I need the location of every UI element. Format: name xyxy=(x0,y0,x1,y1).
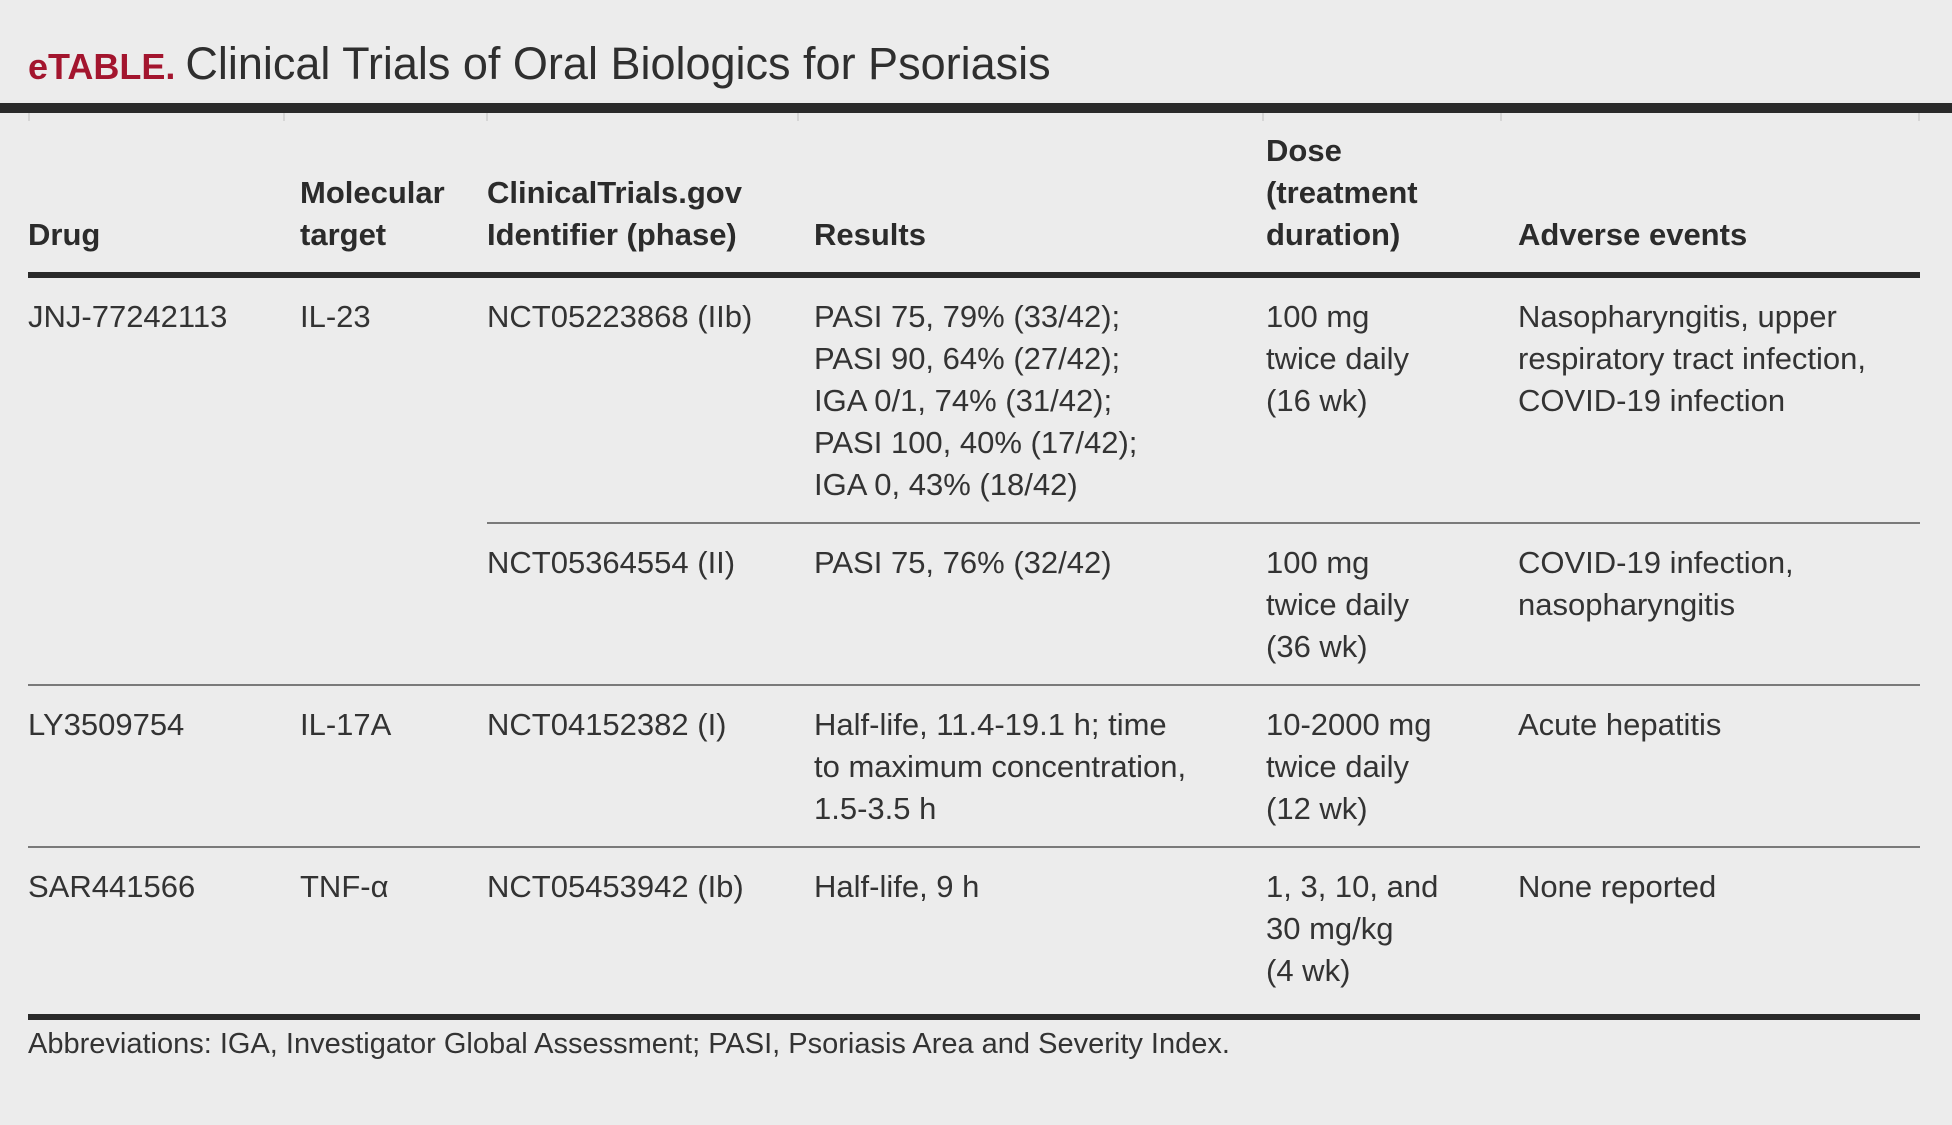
identifier-cell: NCT05364554 (II) xyxy=(487,523,814,685)
drug-cell: JNJ-77242113 xyxy=(28,275,300,685)
header-results: Results xyxy=(814,130,1266,275)
dose-cell: 100 mg twice daily (36 wk) xyxy=(1266,523,1518,685)
drug-cell: SAR441566 xyxy=(28,847,300,1017)
target-cell: IL-17A xyxy=(300,685,487,847)
dose-cell: 100 mg twice daily (16 wk) xyxy=(1266,275,1518,523)
table-row xyxy=(28,685,1920,847)
results-cell: Half-life, 11.4-19.1 h; time to maximum concentration, 1.5-3.5 h xyxy=(814,685,1266,847)
column-ticks xyxy=(0,113,1952,121)
header-dose: Dose (treatment duration) xyxy=(1266,130,1518,275)
identifier-cell: NCT05453942 (Ib) xyxy=(487,847,814,1017)
adverse-events-cell: COVID-19 infection, nasopharyngitis xyxy=(1518,523,1920,685)
header-row xyxy=(28,130,1920,275)
trials-table xyxy=(28,130,1920,1020)
adverse-events-cell: None reported xyxy=(1518,847,1920,1017)
table-row xyxy=(28,847,1920,1017)
table-label: eTABLE. xyxy=(28,46,176,87)
adverse-events-cell: Nasopharyngitis, upper respiratory tract infection, COVID-19 infection xyxy=(1518,275,1920,523)
top-rule xyxy=(0,103,1952,113)
header-identifier: ClinicalTrials.gov Identifier (phase) xyxy=(487,130,814,275)
results-cell: PASI 75, 79% (33/42); PASI 90, 64% (27/42); IGA 0/1, 74% (31/42); PASI 100, 40% (17/42); IGA 0, 43% (18/42) xyxy=(814,275,1266,523)
table-row xyxy=(28,275,1920,523)
header-adverse-events: Adverse events xyxy=(1518,130,1920,275)
target-cell: IL-23 xyxy=(300,275,487,685)
results-cell: Half-life, 9 h xyxy=(814,847,1266,1017)
header-molecular-target: Molecular target xyxy=(300,130,487,275)
adverse-events-cell: Acute hepatitis xyxy=(1518,685,1920,847)
table-title-text: Clinical Trials of Oral Biologics for Psoriasis xyxy=(185,38,1051,89)
dose-cell: 1, 3, 10, and 30 mg/kg (4 wk) xyxy=(1266,847,1518,1017)
identifier-cell: NCT04152382 (I) xyxy=(487,685,814,847)
header-drug: Drug xyxy=(28,130,300,275)
results-cell: PASI 75, 76% (32/42) xyxy=(814,523,1266,685)
footnote: Abbreviations: IGA, Investigator Global Assessment; PASI, Psoriasis Area and Severity Index. xyxy=(28,1028,1230,1060)
drug-cell: LY3509754 xyxy=(28,685,300,847)
dose-cell: 10-2000 mg twice daily (12 wk) xyxy=(1266,685,1518,847)
target-cell: TNF-α xyxy=(300,847,487,1017)
table-title xyxy=(28,34,1051,97)
identifier-cell: NCT05223868 (IIb) xyxy=(487,275,814,523)
